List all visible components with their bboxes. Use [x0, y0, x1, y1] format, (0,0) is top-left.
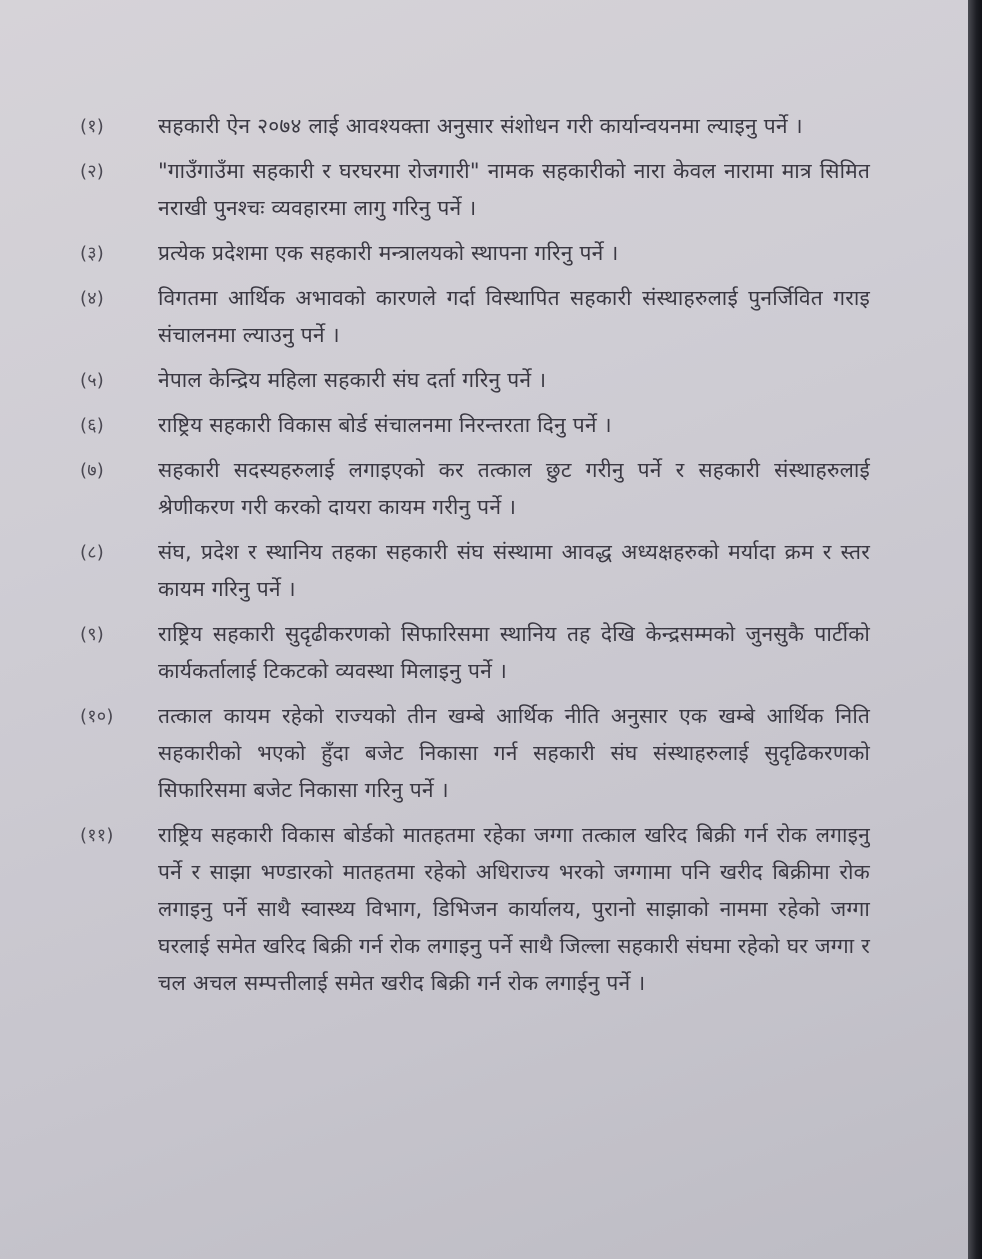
list-item: [80, 235, 870, 272]
item-number: (८): [80, 542, 105, 563]
list-item: [80, 616, 870, 690]
item-text: विगतमा आर्थिक अभावको कारणले गर्दा विस्थापित सहकारी संस्थाहरुलाई पुनर्जिवित गराइ संचालनमा ल्याउनु पर्ने ।: [158, 286, 870, 347]
list-item: [80, 280, 870, 354]
list-item: [80, 407, 870, 444]
item-text: सहकारी सदस्यहरुलाई लगाइएको कर तत्काल छुट गरीनु पर्ने र सहकारी संस्थाहरुलाई श्रेणीकरण गरी करको दायरा कायम गरीनु पर्ने ।: [158, 458, 870, 519]
list-item: [80, 108, 870, 145]
item-text: सहकारी ऐन २०७४ लाई आवश्यक्ता अनुसार संशोधन गरी कार्यान्वयनमा ल्याइनु पर्ने ।: [158, 114, 803, 138]
list-item: [80, 153, 870, 227]
list-item: [80, 817, 870, 1002]
list-item: [80, 534, 870, 608]
item-number: (५): [80, 370, 105, 391]
item-text: संघ, प्रदेश र स्थानिय तहका सहकारी संघ संस्थामा आवद्ध अध्यक्षहरुको मर्यादा क्रम र स्तर कायम गरिनु पर्ने ।: [158, 540, 870, 601]
item-text: राष्ट्रिय सहकारी विकास बोर्डको मातहतमा रहेका जग्गा तत्काल खरिद बिक्री गर्न रोक लगाइनु पर्ने र साझा भण्डारको मातहतमा रहेको अधिराज्य भरको जग्गामा पनि खरीद बिक्रीमा रोक लगाइनु पर्ने साथै स्वास्थ्य विभाग, डिभिजन कार्यालय, पुरानो साझाको नाममा रहेको जग्गा घरलाई समेत खरिद बिक्री गर्न रोक लगाइनु पर्ने साथै जिल्ला सहकारी संघमा रहेको घर जग्गा र चल अचल सम्पत्तीलाई समेत खरीद बिक्री गर्न रोक लगाईनु पर्ने ।: [158, 823, 870, 995]
item-text: तत्काल कायम रहेको राज्यको तीन खम्बे आर्थिक नीति अनुसार एक खम्बे आर्थिक निति सहकारीको भएको हुँदा बजेट निकासा गर्न सहकारी संघ संस्थाहरुलाई सुदृढिकरणको सिफारिसमा बजेट निकासा गरिनु पर्ने ।: [158, 704, 870, 802]
resolution-list: [80, 108, 870, 1010]
page-edge-shadow: [968, 0, 982, 1259]
item-number: (९): [80, 624, 105, 645]
item-number: (१०): [80, 706, 114, 727]
item-number: (६): [80, 415, 105, 436]
item-number: (११): [80, 825, 114, 846]
item-text: "गाउँगाउँमा सहकारी र घरघरमा रोजगारी" नामक सहकारीको नारा केवल नारामा मात्र सिमित नराखी पुनश्चः व्यवहारमा लागु गरिनु पर्ने ।: [158, 159, 870, 220]
item-number: (२): [80, 161, 105, 182]
list-item: [80, 452, 870, 526]
list-item: [80, 698, 870, 809]
item-text: नेपाल केन्द्रिय महिला सहकारी संघ दर्ता गरिनु पर्ने ।: [158, 368, 547, 392]
item-text: राष्ट्रिय सहकारी विकास बोर्ड संचालनमा निरन्तरता दिनु पर्ने ।: [158, 413, 612, 437]
item-number: (४): [80, 288, 105, 309]
item-number: (७): [80, 460, 105, 481]
item-text: प्रत्येक प्रदेशमा एक सहकारी मन्त्रालयको स्थापना गरिनु पर्ने ।: [158, 241, 619, 265]
item-text: राष्ट्रिय सहकारी सुदृढीकरणको सिफारिसमा स्थानिय तह देखि केन्द्रसम्मको जुनसुकै पार्टीको कार्यकर्तालाई टिकटको व्यवस्था मिलाइनु पर्ने ।: [158, 622, 870, 683]
item-number: (३): [80, 243, 105, 264]
item-number: (१): [80, 116, 105, 137]
list-item: [80, 362, 870, 399]
